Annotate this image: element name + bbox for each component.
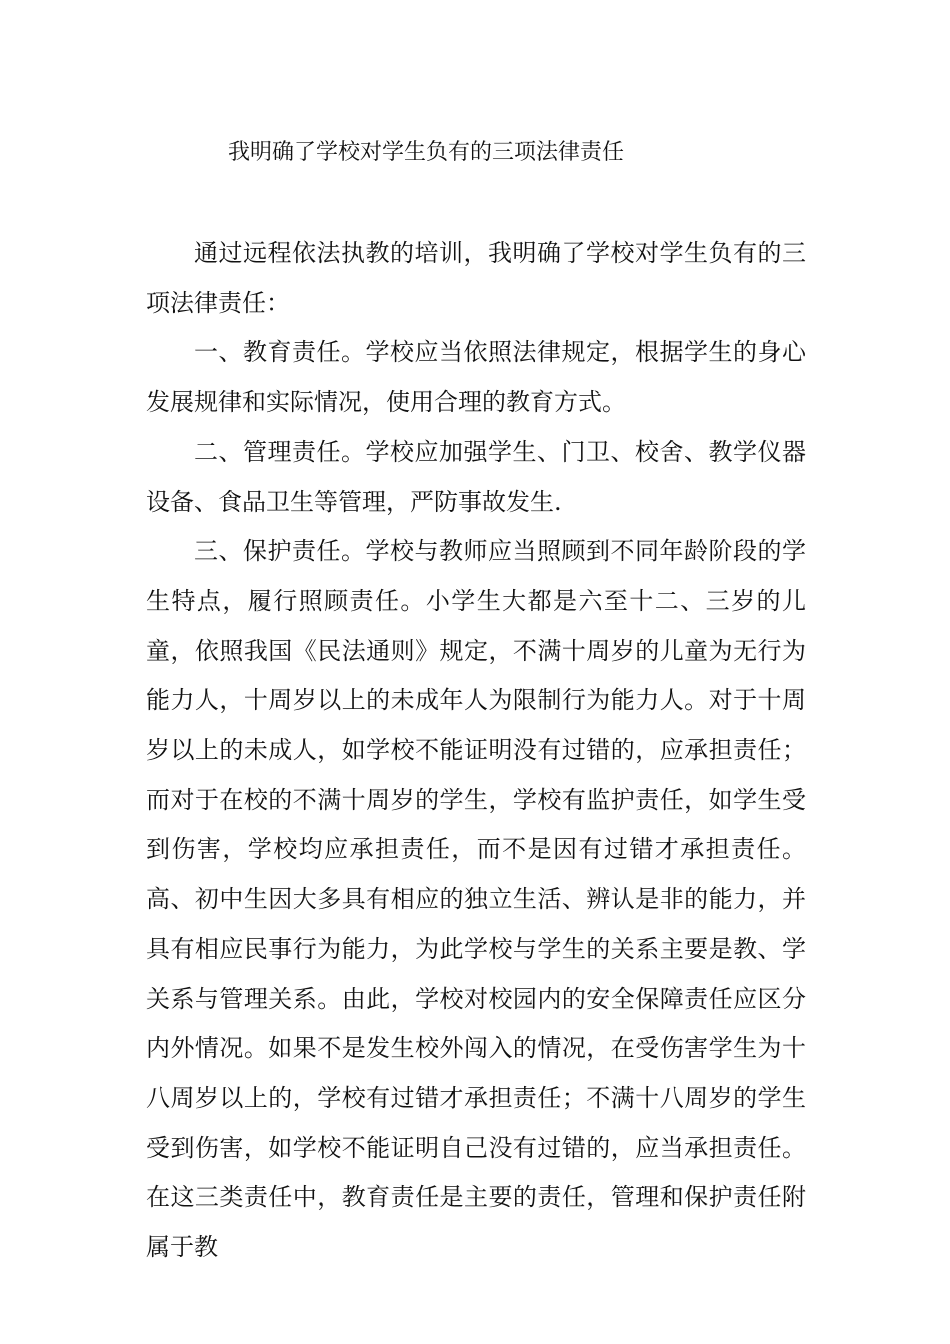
paragraph-management-responsibility: 二、管理责任。学校应加强学生、门卫、校舍、教学仪器设备、食品卫生等管理，严防事故发生. [146,437,806,516]
paragraph-intro: 通过远程依法执教的培训，我明确了学校对学生负有的三项法律责任： [146,239,806,317]
paragraph-education-responsibility: 一、教育责任。学校应当依照法律规定，根据学生的身心发展规律和实际情况，使用合理的教育方式。 [146,338,806,417]
document-body [146,229,806,1273]
document-title: 我明确了学校对学生负有的三项法律责任 [228,140,625,165]
paragraph-protection-responsibility: 三、保护责任。学校与教师应当照顾到不同年龄阶段的学生特点，履行照顾责任。小学生大都是六至十二、三岁的儿童，依照我国《民法通则》规定，不满十周岁的儿童为无行为能力人，十周岁以上的未成年人为限制行为能力人。对于十周岁以上的未成人，如学校不能证明没有过错的，应承担责任；而对于在校的不满十周岁的学生，学校有监护责任，如学生受到伤害，学校均应承担责任，而不是因有过错才承担责任。高、初中生因大多具有相应的独立生活、辨认是非的能力，并具有相应民事行为能力，为此学校与学生的关系主要是教、学关系与管理关系。由此，学校对校园内的安全保障责任应区分内外情况。如果不是发生校外闯入的情况，在受伤害学生为十八周岁以上的，学校有过错才承担责任；不满十八周岁的学生受到伤害，如学校不能证明自己没有过错的，应当承担责任。在这三类责任中，教育责任是主要的责任，管理和保护责任附属于教 [146,537,806,1262]
